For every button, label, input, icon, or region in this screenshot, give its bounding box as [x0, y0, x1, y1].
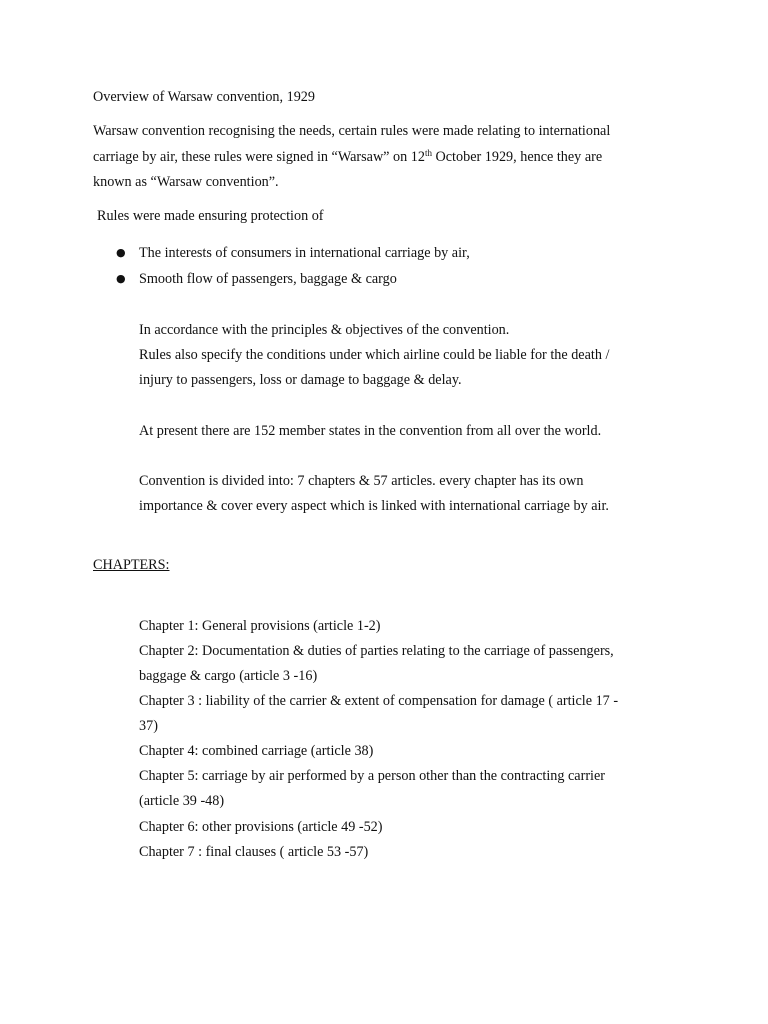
intro-line-2-sup: th	[424, 148, 432, 158]
chapter-7: Chapter 7 : final clauses ( article 53 -57)	[139, 844, 369, 860]
chapter-1: Chapter 1: General provisions (article 1-2)	[139, 618, 381, 634]
document-title: Overview of Warsaw convention, 1929	[93, 89, 315, 105]
division-line-2: importance & cover every aspect which is linked with international carriage by air.	[139, 498, 609, 514]
chapter-4: Chapter 4: combined carriage (article 38)	[139, 743, 374, 759]
liability-line-2: injury to passengers, loss or damage to baggage & delay.	[139, 372, 462, 388]
liability-line-1: Rules also specify the conditions under which airline could be liable for the death /	[139, 347, 610, 363]
intro-line-2-pre: carriage by air, these rules were signed in “Warsaw” on 12	[93, 149, 425, 165]
chapter-5-line-2: (article 39 -48)	[139, 793, 225, 809]
chapter-3-line-2: 37)	[139, 718, 158, 734]
bullet-icon: ●	[116, 246, 126, 259]
rules-heading: Rules were made ensuring protection of	[97, 208, 324, 224]
bullet-icon: ●	[116, 272, 126, 285]
chapter-5-line-1: Chapter 5: carriage by air performed by a person other than the contracting carrier	[139, 768, 606, 784]
principles-paragraph: In accordance with the principles & objectives of the convention.	[139, 322, 510, 338]
intro-line-1: Warsaw convention recognising the needs, certain rules were made relating to international	[93, 123, 611, 139]
chapter-2-line-2: baggage & cargo (article 3 -16)	[139, 668, 318, 684]
chapter-3-line-1: Chapter 3 : liability of the carrier & extent of compensation for damage ( article 17 -	[139, 693, 619, 709]
intro-line-3: known as “Warsaw convention”.	[93, 174, 279, 190]
chapter-2-line-1: Chapter 2: Documentation & duties of parties relating to the carriage of passengers,	[139, 643, 614, 659]
bullet-item-1: The interests of consumers in international carriage by air,	[139, 245, 470, 261]
chapters-heading: CHAPTERS:	[93, 557, 170, 573]
division-line-1: Convention is divided into: 7 chapters & 57 articles. every chapter has its own	[139, 473, 584, 489]
members-paragraph: At present there are 152 member states in the convention from all over the world.	[139, 423, 602, 439]
chapter-6: Chapter 6: other provisions (article 49 -52)	[139, 819, 383, 835]
intro-line-2-post: October 1929, hence they are	[431, 149, 603, 165]
intro-line-2	[93, 148, 602, 166]
bullet-item-2: Smooth flow of passengers, baggage & cargo	[139, 271, 397, 287]
